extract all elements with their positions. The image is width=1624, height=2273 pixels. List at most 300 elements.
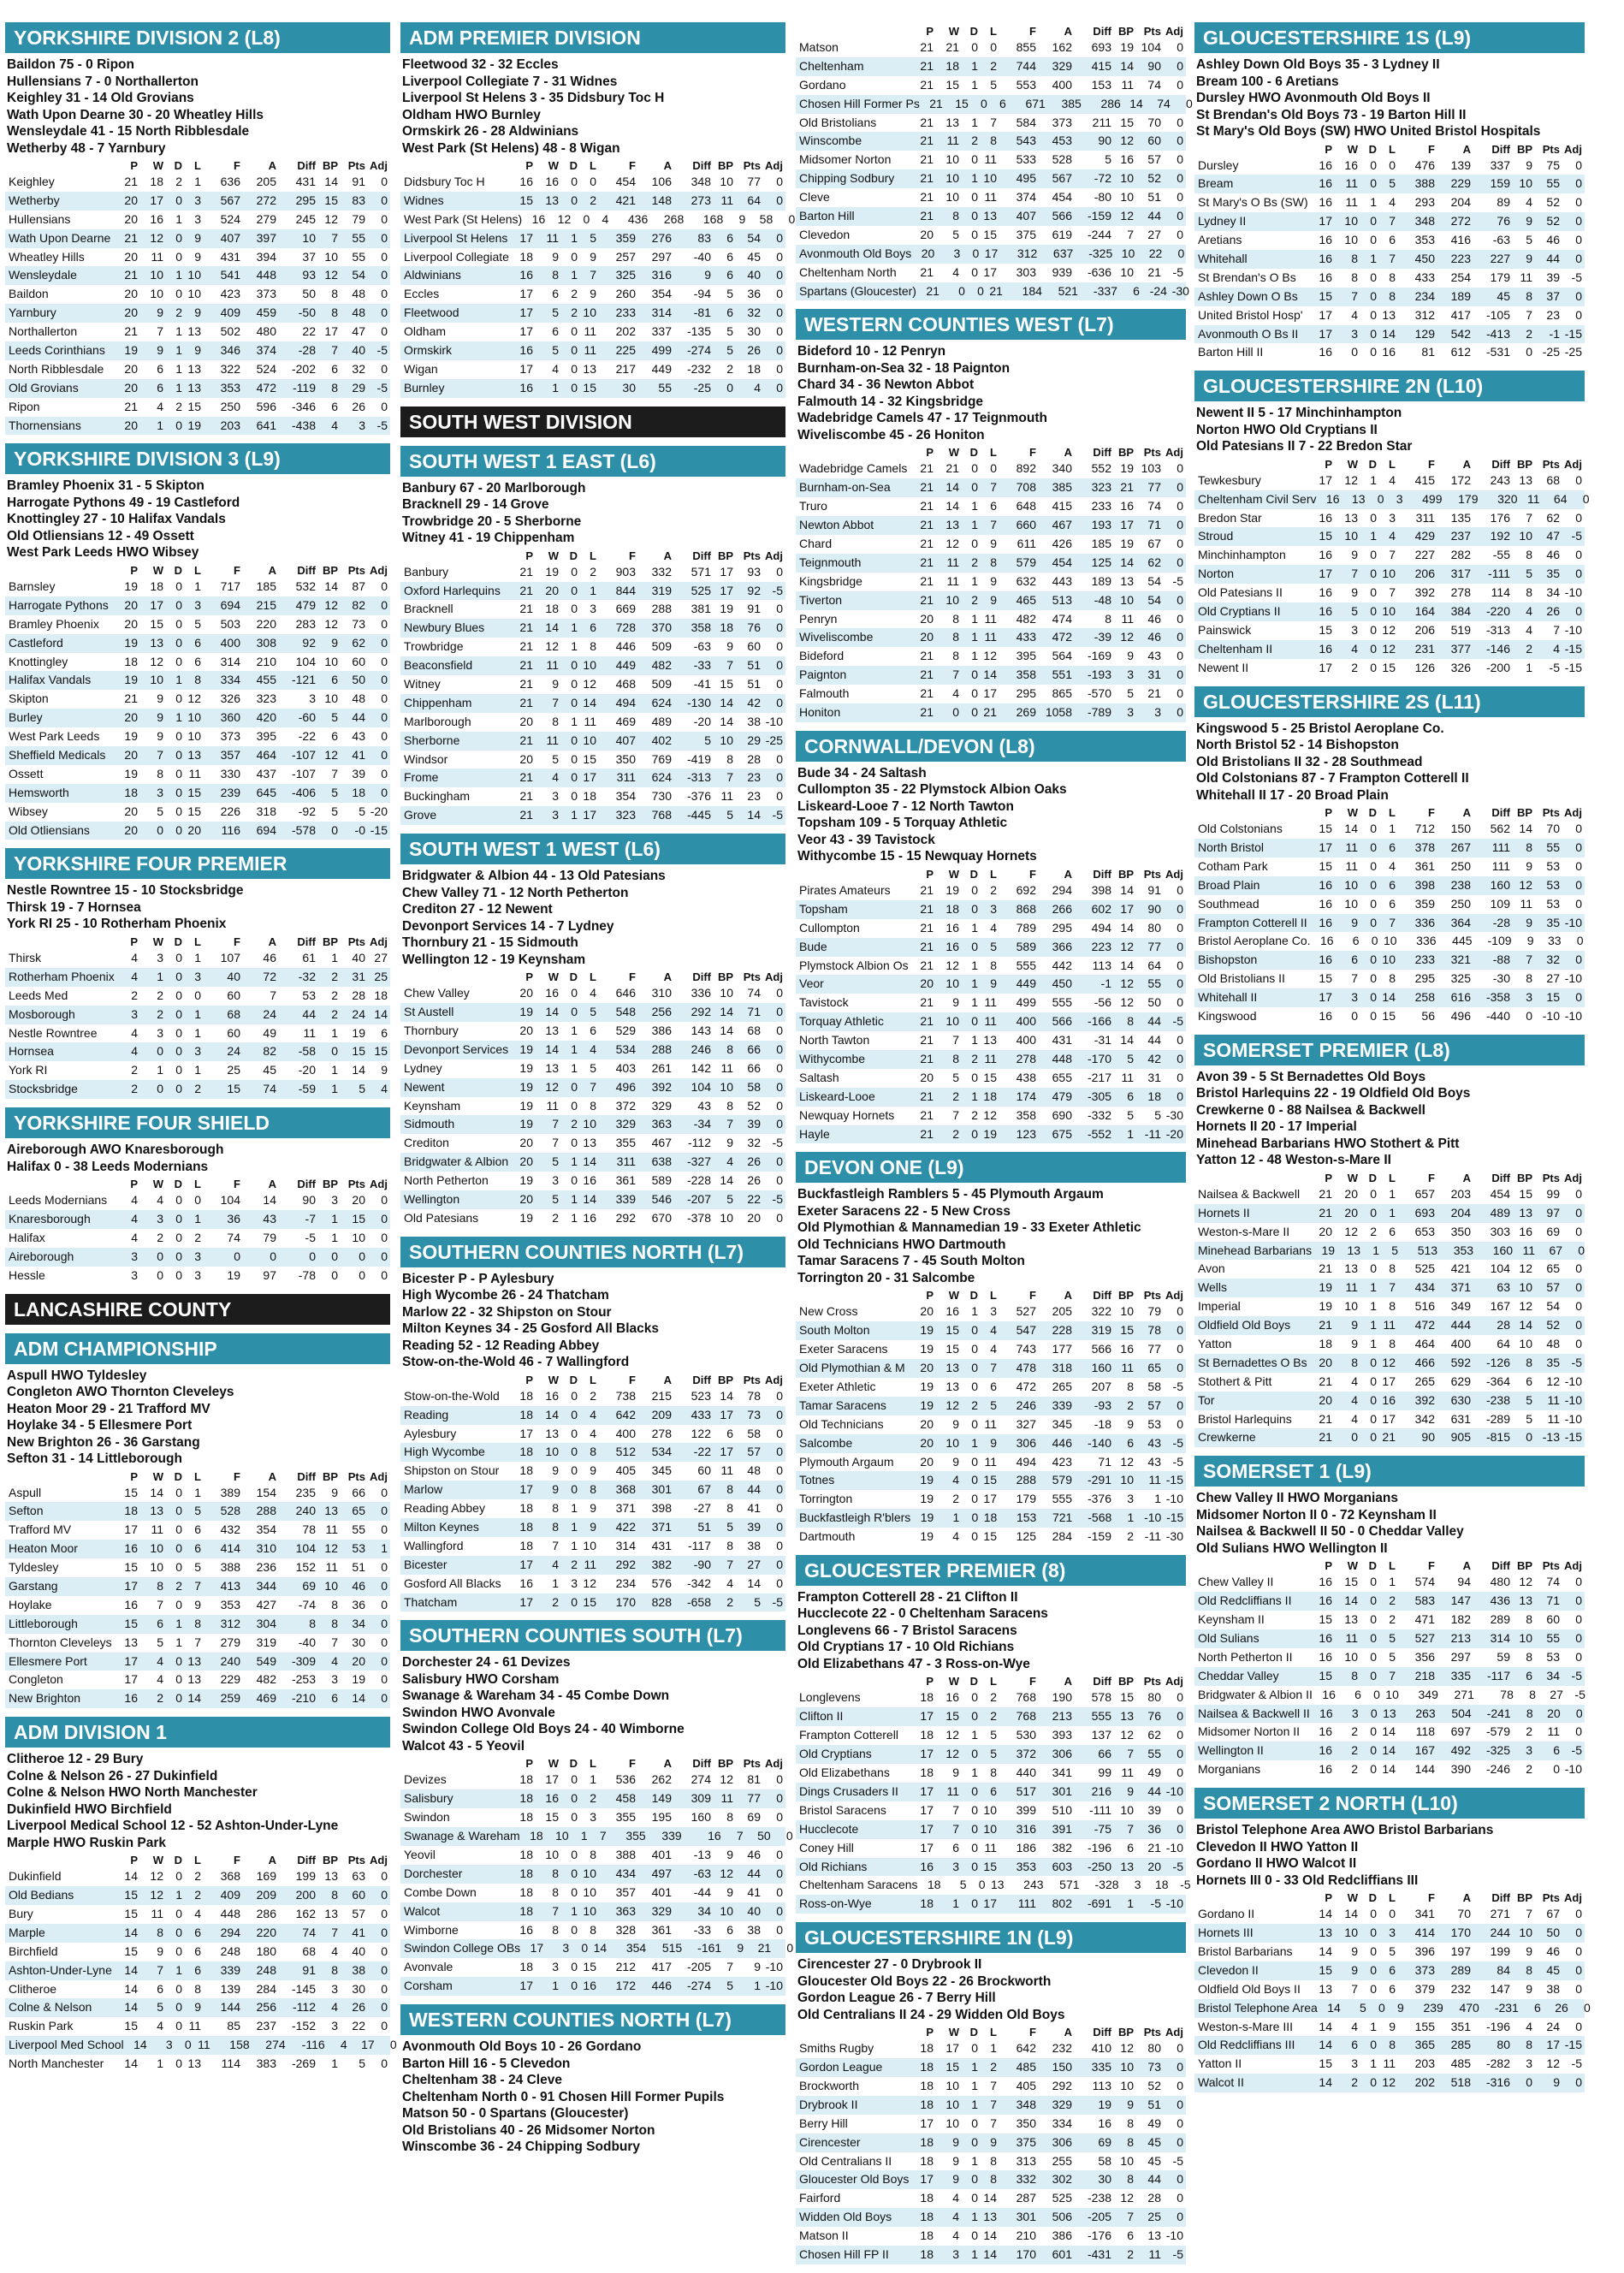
stat-cell: 18 (124, 654, 138, 668)
stat-cell: -15 (1564, 2038, 1582, 2052)
stat-cell: 392 (651, 1079, 672, 1094)
stat-cell: 314 (615, 1538, 636, 1552)
stat-cell: 10 (945, 152, 959, 167)
stat-cell: 14 (150, 1485, 163, 1499)
stat-cell: 9 (990, 573, 997, 588)
table-row (400, 619, 785, 638)
stat-cell: 576 (651, 1576, 672, 1590)
stat-cell: 16 (1319, 1649, 1332, 1664)
stat-cell: 10 (983, 171, 997, 186)
stat-cell: 7 (331, 1925, 338, 1939)
table-row (400, 1939, 794, 1958)
stat-cell: 180 (256, 1944, 276, 1958)
stat-cell: 0 (1575, 1224, 1582, 1238)
team-name: Cheltenham North (799, 264, 897, 279)
stat-cell: 0 (971, 2228, 978, 2243)
table-row (796, 1858, 1186, 1877)
stat-cell: 394 (256, 249, 276, 264)
stat-cell: 0 (1177, 611, 1183, 626)
stat-cell: 47 (352, 324, 365, 339)
stat-cell: 354 (625, 1941, 647, 1955)
header-cell: L (194, 1469, 201, 1483)
table-row (796, 1707, 1186, 1726)
league-table (5, 158, 390, 435)
stat-cell: 0 (1370, 1724, 1377, 1739)
table-row (1194, 659, 1585, 678)
result-line: Salisbury HWO Corsham (402, 1671, 560, 1687)
stat-cell: 278 (651, 1426, 672, 1440)
stat-cell: 6 (157, 380, 163, 395)
result-line: York RI 25 - 10 Rotherham Phoenix (7, 917, 227, 932)
stat-cell: 16 (1319, 915, 1332, 929)
stat-cell: 339 (220, 1962, 240, 1977)
stat-cell: 0 (157, 1082, 163, 1096)
stat-cell: 94 (1457, 1575, 1471, 1589)
stat-cell: 379 (1414, 1981, 1435, 1996)
stat-cell: 5 (726, 1979, 733, 1993)
stat-cell: 234 (1414, 288, 1435, 303)
table-row (1194, 876, 1585, 895)
stat-cell: 502 (220, 324, 240, 339)
stat-cell: 344 (256, 1578, 276, 1593)
stat-cell: 301 (1052, 1783, 1072, 1798)
table-row (1194, 1354, 1585, 1373)
stat-cell: 52 (1147, 2078, 1161, 2092)
stat-cell: 12 (545, 639, 559, 654)
header-cell: P (130, 1469, 138, 1483)
stat-cell: 16 (1120, 499, 1134, 513)
stat-cell: 10 (555, 1829, 569, 1843)
result-line: Stow-on-the-Wold 46 - 7 Wallingford (402, 1355, 630, 1370)
stat-cell: 1 (1370, 1318, 1377, 1332)
stat-cell: 0 (571, 380, 578, 395)
stat-cell: 19 (720, 602, 733, 616)
stat-cell: 25 (1147, 2210, 1161, 2224)
table-row (1194, 839, 1585, 858)
table-row (796, 1839, 1186, 1858)
team-name: Old Redcliffians II (1198, 1593, 1292, 1608)
stat-cell: 78 (1147, 1323, 1161, 1338)
stat-cell: 1 (971, 1304, 978, 1319)
stat-cell: 15 (1382, 660, 1396, 674)
league-section (796, 731, 1186, 1143)
stat-cell: 11 (984, 1840, 997, 1855)
stat-cell: 2 (1526, 641, 1532, 656)
team-name: Marlborough (404, 714, 471, 728)
stat-cell: 0 (1553, 1762, 1560, 1777)
stat-cell: -10 (765, 714, 783, 728)
stat-cell: 310 (651, 986, 672, 1000)
table-row (1194, 2055, 1585, 2074)
team-name: Reading Abbey (404, 1501, 485, 1516)
team-name: Dings Crusaders II (799, 1783, 898, 1798)
stat-cell: 5 (194, 1560, 201, 1575)
stat-cell: 527 (1016, 1304, 1036, 1319)
stat-cell: 15 (1319, 971, 1332, 986)
stat-cell: 5 (359, 804, 365, 818)
stat-cell: 2 (331, 988, 338, 1002)
team-name: Windsor (404, 751, 448, 766)
stat-cell: 5 (331, 804, 338, 818)
stat-cell: 32 (747, 306, 761, 320)
stat-cell: 400 (1052, 77, 1072, 92)
stat-cell: 17 (124, 1672, 138, 1687)
stat-cell: 5 (1526, 567, 1532, 581)
stat-cell: 482 (651, 658, 672, 673)
team-name: Avonmouth Old Boys (799, 246, 912, 260)
header-cell: BP (1516, 1559, 1532, 1573)
stat-cell: 0 (1370, 567, 1377, 581)
stat-cell: 159 (1490, 176, 1510, 191)
stat-cell: 489 (651, 714, 672, 728)
stat-cell: 6 (1389, 896, 1396, 911)
stat-cell: 567 (1052, 171, 1072, 186)
stat-cell: 8 (1526, 840, 1532, 854)
stat-cell: 16 (1519, 1224, 1532, 1238)
stat-cell: 16 (1319, 1575, 1332, 1589)
result-line: Gordano II HWO Walcot II (1196, 1856, 1357, 1872)
stat-cell: 0 (788, 211, 796, 226)
stat-cell: 329 (615, 1117, 636, 1131)
stat-cell: -176 (1087, 2228, 1111, 2243)
stat-cell: 12 (583, 1576, 596, 1590)
stat-cell: 671 (1025, 96, 1046, 110)
stat-cell: 313 (1016, 2153, 1036, 2168)
stat-cell: 16 (545, 986, 559, 1000)
stat-cell: 10 (1120, 190, 1134, 205)
stat-cell: 184 (1022, 283, 1042, 298)
stat-cell: 8 (1127, 2172, 1134, 2187)
stat-cell: 0 (381, 1193, 388, 1208)
stat-cell: 17 (1319, 472, 1332, 487)
stat-cell: 20 (519, 1023, 533, 1037)
stat-cell: 525 (1414, 1261, 1435, 1276)
stat-cell: 15 (945, 1709, 959, 1724)
header-cell: L (1389, 1559, 1396, 1573)
stat-cell: 0 (571, 583, 578, 597)
header-cell: Diff (692, 1757, 711, 1771)
stat-cell: 18 (1319, 1337, 1332, 1351)
stat-cell: 368 (615, 1482, 636, 1497)
stat-cell: 1 (1389, 1186, 1396, 1201)
stat-cell: 17 (583, 770, 596, 785)
team-name: Smiths Rugby (799, 2041, 874, 2056)
stat-cell: 91 (1147, 882, 1161, 897)
stat-cell: 3 (331, 1672, 338, 1687)
team-name: Burnham-on-Sea (799, 480, 891, 495)
stat-cell: 11 (1345, 1280, 1358, 1295)
table-row (1194, 1924, 1585, 1943)
team-name: Teignmouth (799, 555, 862, 569)
stat-cell: 8 (952, 611, 959, 626)
stat-cell: 0 (175, 1541, 182, 1556)
stat-cell: 92 (747, 583, 761, 597)
table-row (400, 1209, 785, 1228)
stat-cell: 16 (519, 1922, 533, 1937)
stat-cell: 3 (590, 602, 596, 616)
table-row (1194, 1260, 1585, 1279)
stat-cell: 295 (295, 193, 316, 207)
table-row (1194, 1760, 1585, 1779)
stat-cell: 11 (984, 152, 997, 167)
stat-cell: 357 (220, 747, 240, 762)
stat-cell: 15 (187, 785, 201, 799)
stat-cell: 0 (1575, 604, 1582, 619)
table-row (796, 460, 1186, 478)
stat-cell: 1 (571, 1903, 578, 1918)
stat-cell: 325 (615, 268, 636, 282)
stat-cell: 116 (221, 822, 240, 837)
header-cell: A (1064, 867, 1072, 881)
stat-cell: 455 (256, 673, 276, 687)
header-cell: W (548, 1373, 559, 1386)
stat-cell: 326 (1450, 660, 1471, 674)
stat-cell: 19 (519, 1079, 533, 1094)
stat-cell: 210 (1016, 2228, 1036, 2243)
stat-cell: 4 (590, 986, 596, 1000)
stat-cell: 170 (1016, 2246, 1036, 2261)
league-section (1194, 1035, 1585, 1447)
stat-cell: -10 (1564, 915, 1582, 929)
stat-cell: 152 (295, 1560, 316, 1575)
stat-cell: 506 (1052, 2210, 1072, 2224)
stat-cell: 0 (381, 1504, 388, 1518)
stat-cell: -74 (298, 1597, 316, 1611)
stat-cell: 3 (157, 785, 163, 799)
stat-cell: 16 (1382, 1392, 1396, 1407)
stat-cell: 3 (157, 950, 163, 964)
team-name: Dartmouth (799, 1529, 856, 1544)
stat-cell: 0 (1177, 705, 1183, 720)
table-row (796, 245, 1186, 264)
stat-cell: 306 (1052, 2134, 1072, 2149)
team-name: Hemsworth (9, 785, 69, 799)
stat-cell: 0 (971, 1896, 978, 1911)
stat-cell: 2 (990, 1709, 997, 1724)
stat-cell: 16 (945, 1304, 959, 1319)
stat-cell: -92 (298, 804, 316, 818)
league-table (400, 1756, 794, 1996)
table-row (1194, 2074, 1585, 2092)
stat-cell: 4 (952, 2210, 959, 2224)
stat-cell: 16 (1319, 251, 1332, 265)
table-row (1194, 820, 1585, 839)
team-name: Cheddar Valley (1198, 1668, 1279, 1682)
stat-cell: 0 (359, 1249, 365, 1263)
stat-cell: 0 (331, 1267, 338, 1282)
stat-cell: 64 (747, 193, 761, 207)
stat-cell: 10 (945, 976, 959, 991)
header-cell: W (152, 1854, 163, 1867)
stat-cell: 65 (352, 1504, 365, 1518)
stat-cell: 0 (175, 804, 182, 818)
stat-cell: 0 (175, 1906, 182, 1920)
stat-cell: 179 (1016, 1492, 1036, 1506)
stat-cell: 11 (584, 343, 596, 358)
table-row (400, 1097, 785, 1116)
stat-cell: 58 (759, 211, 773, 226)
stat-cell: 9 (381, 1063, 388, 1077)
team-name: Dukinfield (9, 1869, 62, 1884)
stat-cell: 0 (1575, 1261, 1582, 1276)
stat-cell: 6 (590, 1023, 596, 1037)
table-row (796, 1434, 1186, 1453)
stat-cell: 0 (971, 1379, 978, 1393)
stat-cell: 0 (175, 1504, 182, 1518)
table-row (5, 596, 390, 615)
team-name: Stow-on-the-Wold (404, 1388, 500, 1403)
header-cell: D (174, 1178, 182, 1191)
stat-cell: 41 (747, 1501, 761, 1516)
stat-cell: 10 (324, 1578, 338, 1593)
league-table (5, 1177, 390, 1285)
stat-cell: 73 (1147, 2060, 1161, 2074)
stat-cell: 4 (590, 1042, 596, 1056)
stat-cell: 0 (175, 1925, 182, 1939)
stat-cell: 62 (1147, 555, 1161, 569)
stat-cell: 7 (590, 1079, 596, 1094)
stat-cell: 0 (971, 1821, 978, 1836)
result-line: Old Bristolians 40 - 26 Midsomer Norton (402, 2122, 655, 2138)
stat-cell: 0 (571, 658, 578, 673)
result-line: Fleetwood 32 - 32 Eccles (402, 57, 559, 72)
stat-cell: 11 (984, 630, 997, 644)
team-name: Hornets III (1198, 1926, 1254, 1940)
table-row (796, 1528, 1186, 1546)
stat-cell: 4 (726, 1576, 733, 1590)
stat-cell: 240 (220, 1653, 240, 1668)
stat-cell: 11 (1121, 1361, 1134, 1375)
header-cell: Diff (1491, 1891, 1510, 1905)
stat-cell: 15 (519, 193, 533, 207)
header-cell: F (1029, 1289, 1036, 1303)
stat-cell: 205 (1052, 1304, 1072, 1319)
team-name: St Austell (404, 1005, 454, 1019)
stat-cell: 0 (1177, 190, 1183, 205)
league-table (796, 1288, 1186, 1546)
stat-cell: 0 (1177, 2116, 1183, 2130)
stat-cell: 453 (1052, 134, 1072, 148)
stat-cell: 385 (1061, 96, 1082, 110)
stat-cell: 197 (1450, 1944, 1471, 1958)
stat-cell: -431 (1087, 2246, 1111, 2261)
stat-cell: 322 (220, 361, 240, 376)
header-cell: Pts (1143, 867, 1161, 881)
stat-cell: 289 (1450, 1962, 1471, 1977)
stat-cell: 21 (920, 705, 934, 720)
stat-cell: 53 (1546, 877, 1560, 892)
stat-cell: 5 (726, 343, 733, 358)
stat-cell: -0 (354, 822, 365, 837)
stat-cell: 4 (331, 2000, 338, 2015)
header-cell: Adj (1165, 446, 1183, 460)
stat-cell: 6 (726, 230, 733, 245)
stat-cell: 7 (552, 1538, 559, 1552)
header-cell: F (629, 1757, 636, 1771)
stat-cell: 43 (263, 1211, 276, 1226)
stat-cell: 423 (1052, 1454, 1072, 1469)
stat-cell: 485 (1450, 2056, 1471, 2071)
stat-cell: 6 (726, 306, 733, 320)
stat-cell: 10 (945, 1435, 959, 1450)
stat-cell: 11 (546, 658, 559, 673)
stat-cell: 7 (194, 1635, 201, 1649)
team-name: Gloucester Old Boys (799, 2172, 910, 2187)
stat-cell: 7 (1553, 622, 1560, 637)
header-cell: F (1428, 1171, 1435, 1184)
stat-cell: -313 (686, 770, 711, 785)
stat-cell: 5 (1389, 1944, 1396, 1958)
stat-cell: -228 (686, 1173, 711, 1188)
stat-cell: 12 (983, 649, 997, 663)
stat-cell: 19 (519, 1173, 533, 1188)
stat-cell: 6 (1127, 1840, 1134, 1855)
header-cell: D (969, 1289, 978, 1303)
stat-cell: 0 (1575, 2019, 1582, 2033)
stat-cell: 0 (971, 1014, 978, 1029)
stat-cell: 15 (1319, 858, 1332, 873)
stat-cell: 16 (545, 175, 559, 188)
stat-cell: 1 (971, 2210, 978, 2224)
stat-cell: 44 (747, 1482, 761, 1497)
stat-cell: 17 (1319, 567, 1332, 581)
result-line: Bridgwater & Albion 44 - 13 Old Patesians (402, 869, 666, 884)
table-row (400, 379, 785, 398)
team-name: North Manchester (9, 2056, 104, 2071)
stat-cell: 107 (220, 950, 240, 964)
stat-cell: 16 (583, 1979, 596, 1993)
stat-cell: -5 (1571, 1355, 1582, 1369)
stat-cell: 0 (270, 1249, 276, 1263)
stat-cell: -305 (1087, 1089, 1111, 1103)
team-name: Swanage & Wareham (404, 1829, 520, 1843)
stat-cell: 10 (583, 1117, 596, 1131)
stat-cell: 125 (1016, 1529, 1036, 1544)
stat-cell: 15 (583, 1594, 596, 1609)
stat-cell: 15 (324, 193, 338, 207)
table-row (5, 192, 390, 211)
stat-cell: 244 (1490, 1926, 1510, 1940)
stat-cell: 1 (971, 518, 978, 532)
stat-cell: 429 (1414, 529, 1435, 543)
table-row (400, 1115, 785, 1134)
stat-cell: 228 (1052, 1323, 1072, 1338)
stat-cell: 0 (175, 2019, 182, 2033)
stat-cell: 403 (615, 1060, 636, 1075)
stat-cell: 6 (1389, 1981, 1396, 1996)
stat-cell: 19 (920, 1379, 934, 1393)
header-cell: W (548, 549, 559, 562)
table-header (1194, 1890, 1585, 1905)
header-cell: W (1347, 457, 1358, 471)
stat-cell: 109 (1490, 896, 1510, 911)
stat-cell: 0 (381, 1616, 388, 1630)
stat-cell: 0 (571, 733, 578, 747)
stat-cell: 0 (381, 710, 388, 725)
stat-cell: -231 (1494, 2000, 1519, 2015)
stat-cell: 415 (1414, 472, 1435, 487)
header-cell: L (1389, 1891, 1396, 1905)
stat-cell: 519 (1450, 622, 1471, 637)
stat-cell: 10 (720, 986, 733, 1000)
header-cell: BP (717, 970, 733, 984)
stat-cell: -10 (1564, 585, 1582, 600)
stat-cell: 54 (747, 230, 761, 245)
team-name: Newent II (1198, 660, 1249, 674)
stat-cell: 454 (1052, 555, 1072, 569)
stat-cell: 17 (920, 1709, 934, 1724)
stat-cell: 17 (1319, 214, 1332, 228)
